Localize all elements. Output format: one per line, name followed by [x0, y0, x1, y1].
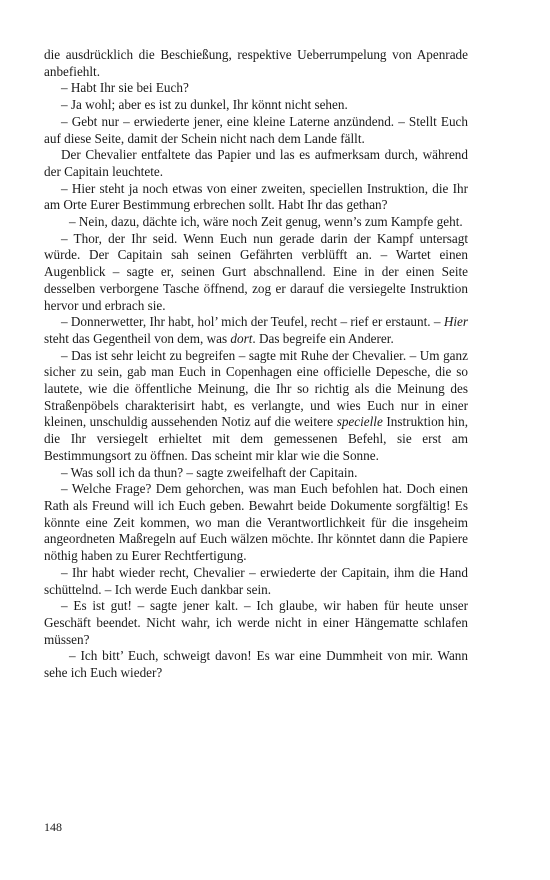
- paragraph-12: – Welche Frage? Dem gehorchen, was man Euch befohlen hat. Doch einen Rath als Freund will ich Euch geben. Bewahrt beide Dokumente sorgfältig! Es könnte eine Zeit kommen, wo man die Verantwortlichkeit für die insgeheim angeordneten Maßregeln auf Euch wälzen möchte. Ihr könntet dann die Papiere nöthig haben zu Eurer Rechtfertigung.: [44, 481, 468, 564]
- paragraph-9-emphasis-1: Hier: [443, 314, 468, 330]
- paragraph-6: – Hier steht ja noch etwas von einer zweiten, speciellen Instruktion, die Ihr am Orte Eurer Bestimmung erbrechen sollt. Habt Ihr das gethan?: [44, 180, 468, 213]
- paragraph-10-part-2: Instruktion hin, die Ihr versiegelt erhieltet mit dem gemessenen Befehl, sie erst am Bestimmungsort zu öffnen. Das scheint mir klar wie die Sonne.: [44, 414, 468, 463]
- paragraph-14: – Es ist gut! – sagte jener kalt. – Ich glaube, wir haben für heute unser Geschäft beendet. Nicht wahr, ich werde nicht in einer Hängematte schlafen müssen?: [44, 598, 468, 647]
- paragraph-9-part-2: steht das Gegentheil von dem, was: [44, 330, 231, 346]
- paragraph-9: [44, 314, 468, 347]
- paragraph-3: – Ja wohl; aber es ist zu dunkel, Ihr könnt nicht sehen.: [61, 97, 348, 113]
- paragraph-10-part-1: – Das ist sehr leicht zu begreifen – sagte mit Ruhe der Chevalier. – Um ganz sicher zu sein, gab man Euch in Copenhagen eine officielle Depesche, die so lautete, wie die öffentliche Meinung, die Ihr so richtig als die Meinung des Straßenpöbels charakterisirt habt, es verlangte, und wies Euch nur in einer kleinen, unschuldig aussehenden Notiz auf die weitere: [44, 347, 468, 430]
- paragraph-9-part-1: – Donnerwetter, Ihr habt, hol’ mich der Teufel, recht – rief er erstaunt. –: [61, 314, 444, 330]
- paragraph-4: – Gebt nur – erwiederte jener, eine kleine Laterne anzündend. – Stellt Euch auf diese Seite, damit der Schein nicht nach dem Lande fällt.: [44, 113, 468, 146]
- paragraph-7: – Nein, dazu, dächte ich, wäre noch Zeit genug, wenn’s zum Kampfe geht.: [69, 214, 463, 230]
- paragraph-9-part-3: . Das begreife ein Anderer.: [252, 330, 394, 346]
- paragraph-11: – Was soll ich da thun? – sagte zweifelhaft der Capitain.: [61, 464, 358, 480]
- paragraph-10: [44, 348, 468, 465]
- paragraph-2: – Habt Ihr sie bei Euch?: [61, 80, 189, 96]
- page-text-block: [44, 47, 468, 682]
- paragraph-1: die ausdrücklich die Beschießung, respektive Ueberrumpelung von Apenrade anbefiehlt.: [44, 47, 468, 79]
- paragraph-5: Der Chevalier entfaltete das Papier und las es aufmerksam durch, während der Capitain leuchtete.: [44, 147, 468, 179]
- page-number: 148: [44, 820, 62, 834]
- paragraph-15: – Ich bitt’ Euch, schweigt davon! Es war eine Dummheit von mir. Wann sehe ich Euch wieder?: [44, 648, 468, 681]
- paragraph-13: – Ihr habt wieder recht, Chevalier – erwiederte der Capitain, ihm die Hand schüttelnd. – Ich werde Euch dankbar sein.: [44, 564, 468, 597]
- paragraph-9-emphasis-2: dort: [230, 330, 253, 346]
- paragraph-8: – Thor, der Ihr seid. Wenn Euch nun gerade darin der Kampf untersagt würde. Der Capitain sah seinen Gefährten verblüfft an. – Wartet einen Augenblick – sagte er, seinen Gurt abschnallend. Eine in der einen Seite desselben verborgene Tasche öffnend, zog er darauf die versiegelte Instruktion hervor und erbrach sie.: [44, 230, 468, 313]
- paragraph-10-emphasis-1: specielle: [336, 414, 383, 430]
